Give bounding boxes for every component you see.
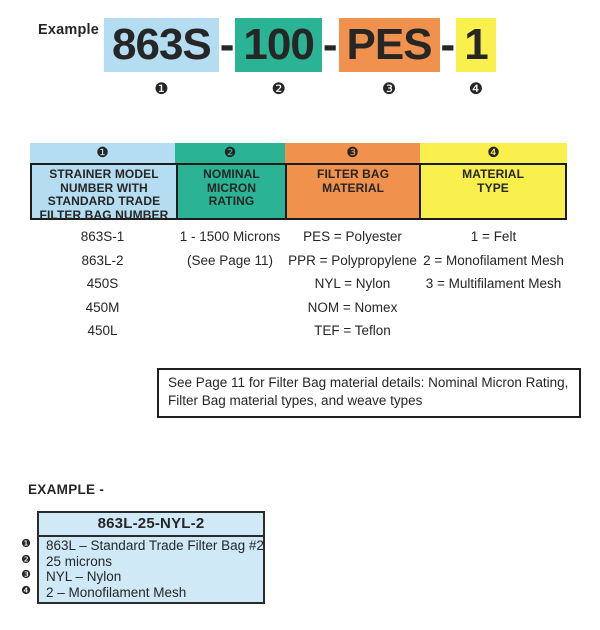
title-line: FILTER BAG NUMBER bbox=[39, 207, 169, 222]
marker-2-icon: ❷ bbox=[271, 81, 286, 98]
list-item: 450L bbox=[87, 323, 118, 338]
marker-1-cell: ❶ bbox=[30, 143, 175, 163]
code-legend-table bbox=[30, 143, 567, 343]
list-item: 450M bbox=[85, 299, 120, 315]
part-segment-material bbox=[339, 18, 440, 98]
marker-1-icon: ❶ bbox=[21, 538, 31, 550]
title-line: MATERIAL bbox=[322, 180, 385, 195]
list-item: 1 = Felt bbox=[470, 229, 517, 244]
example-label: Example bbox=[38, 22, 100, 38]
part-segment-model bbox=[104, 18, 219, 98]
bag-material-options bbox=[285, 220, 420, 343]
marker-3-icon: ❸ bbox=[21, 569, 31, 581]
column-title-micron-rating bbox=[176, 165, 285, 218]
part-segment-type bbox=[456, 18, 495, 98]
marker-2-icon: ❷ bbox=[21, 553, 31, 566]
see-page-note: See Page 11 for Filter Bag material details: Nominal Micron Rating, Filter Bag material types, and weave types bbox=[157, 368, 581, 418]
part-segment-model-text: 863S bbox=[104, 18, 219, 72]
list-item: 2 = Monofilament Mesh bbox=[423, 252, 564, 268]
marker-4-icon: ❹ bbox=[468, 81, 484, 98]
option-lists-row bbox=[30, 220, 567, 343]
part-segment-micron-text: 100 bbox=[235, 18, 321, 72]
title-line: NOMINAL bbox=[203, 167, 260, 181]
part-number-example bbox=[104, 18, 496, 98]
title-line: NUMBER WITH bbox=[60, 180, 148, 195]
segment-separator: - bbox=[219, 20, 235, 69]
title-line: RATING bbox=[208, 194, 255, 208]
decoded-example-markers bbox=[19, 537, 33, 599]
segment-separator: - bbox=[440, 20, 456, 69]
marker-4-cell: ❹ bbox=[420, 143, 567, 163]
marker-1-icon: ❶ bbox=[154, 81, 169, 98]
decoded-row-micron: 25 microns bbox=[46, 553, 113, 569]
title-line: TYPE bbox=[477, 180, 509, 195]
decoded-row-material: NYL – Nylon bbox=[46, 569, 122, 584]
title-line: STRAINER MODEL bbox=[49, 167, 159, 181]
marker-row bbox=[30, 143, 567, 163]
list-item: 1 - 1500 Microns bbox=[179, 229, 281, 244]
part-segment-type-text: 1 bbox=[456, 18, 495, 72]
list-item: 863L-2 bbox=[81, 252, 124, 268]
decoded-part-number: 863L-25-NYL-2 bbox=[39, 513, 263, 537]
part-segment-material-text: PES bbox=[339, 18, 440, 72]
marker-3-icon: ❸ bbox=[381, 81, 397, 98]
title-line: MATERIAL bbox=[462, 167, 524, 181]
title-line: FILTER BAG bbox=[317, 167, 390, 181]
list-item: (See Page 11) bbox=[186, 252, 274, 268]
list-item: TEF = Teflon bbox=[314, 323, 391, 338]
decoded-rows bbox=[39, 537, 263, 602]
column-title-bag-material bbox=[285, 165, 419, 218]
decoded-example-box bbox=[37, 511, 265, 604]
marker-2-cell: ❷ bbox=[175, 143, 285, 163]
column-title-strainer-model bbox=[32, 165, 176, 222]
part-segment-micron bbox=[235, 18, 321, 98]
material-type-options bbox=[420, 220, 567, 343]
list-item: 3 = Multifilament Mesh bbox=[425, 276, 562, 291]
list-item: PES = Polyester bbox=[303, 229, 402, 244]
micron-rating-options bbox=[175, 220, 285, 343]
list-item: 863S-1 bbox=[80, 229, 125, 244]
list-item: PPR = Polypropylene bbox=[288, 252, 417, 268]
decoded-example bbox=[19, 511, 265, 604]
marker-3-cell: ❸ bbox=[285, 143, 420, 163]
list-item: 450S bbox=[86, 276, 119, 291]
marker-4-icon: ❹ bbox=[21, 584, 31, 597]
decoded-row-type: 2 – Monofilament Mesh bbox=[46, 584, 187, 600]
title-line: STANDARD TRADE bbox=[47, 194, 161, 208]
list-item: NYL = Nylon bbox=[314, 276, 391, 291]
segment-separator: - bbox=[322, 20, 338, 69]
column-title-row bbox=[30, 163, 567, 220]
list-item: NOM = Nomex bbox=[307, 299, 398, 315]
strainer-model-options bbox=[30, 220, 175, 343]
example-bottom-label: EXAMPLE - bbox=[28, 482, 105, 497]
column-title-material-type bbox=[419, 165, 565, 218]
title-line: MICRON bbox=[206, 180, 257, 195]
decoded-row-model: 863L – Standard Trade Filter Bag #2 bbox=[46, 538, 264, 553]
